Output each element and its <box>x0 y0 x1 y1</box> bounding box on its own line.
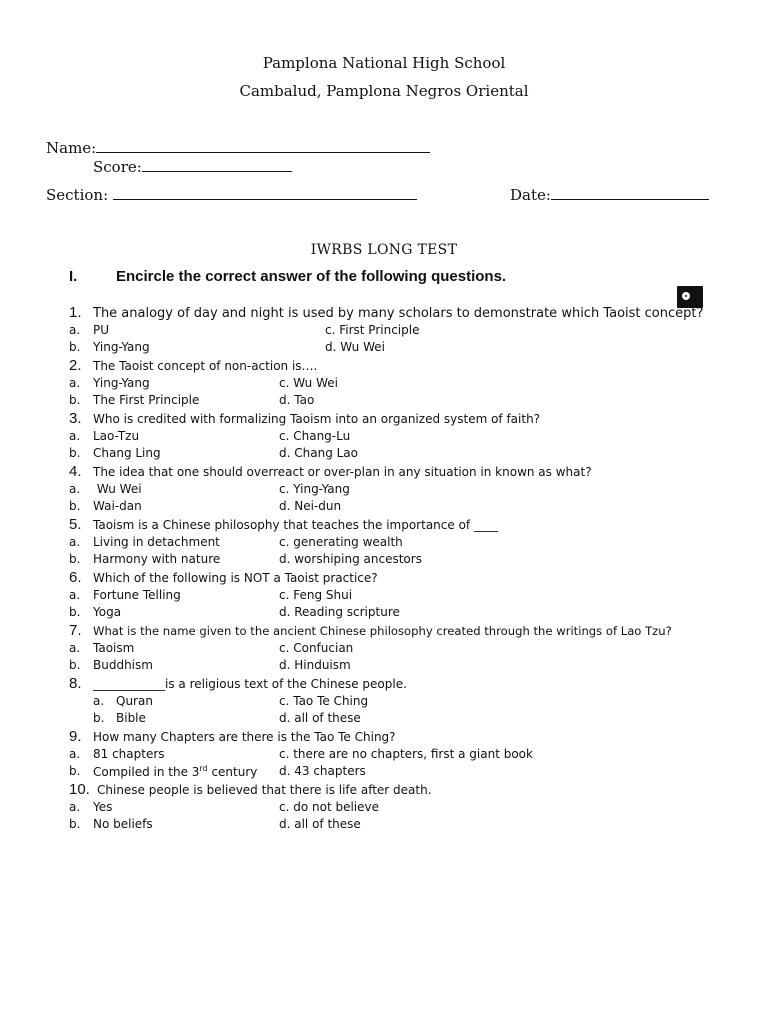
option-c[interactable]: c. Tao Te Ching <box>279 694 369 708</box>
question-text: How many Chapters are there is the Tao Te Ching? <box>93 730 396 744</box>
option-c[interactable]: c. do not believe <box>279 800 380 814</box>
option-d[interactable]: d. all of these <box>279 711 361 725</box>
option-a[interactable]: Wu Wei <box>93 482 142 496</box>
option-c[interactable]: c. Chang-Lu <box>279 429 351 443</box>
option-b[interactable]: Buddhism <box>93 658 153 672</box>
option-b[interactable]: Bible <box>116 711 146 725</box>
question-number: 1. <box>69 304 82 321</box>
option-d[interactable]: d. all of these <box>279 817 361 831</box>
name-label: Name: <box>46 139 97 157</box>
question-text: What is the name given to the ancient Chinese philosophy created through the writings of Lao Tzu? <box>93 624 672 638</box>
option-letter: b. <box>69 446 81 460</box>
section-numeral: I. <box>69 268 78 285</box>
option-d[interactable]: d. worshiping ancestors <box>279 552 422 566</box>
option-a[interactable]: Lao-Tzu <box>93 429 140 443</box>
option-d[interactable]: d. Nei-dun <box>279 499 342 513</box>
option-a[interactable]: 81 chapters <box>93 747 165 761</box>
date-field <box>510 185 709 204</box>
option-letter: b. <box>69 340 81 354</box>
option-d[interactable]: d. Tao <box>279 393 315 407</box>
option-letter: a. <box>69 429 81 443</box>
name-field <box>46 138 430 157</box>
question-number: 4. <box>69 463 82 480</box>
option-letter: b. <box>69 764 81 778</box>
date-label: Date: <box>510 186 551 204</box>
option-a[interactable]: Living in detachment <box>93 535 220 549</box>
option-c[interactable]: c. First Principle <box>325 323 420 337</box>
option-b[interactable]: Chang Ling <box>93 446 161 460</box>
question-text: The analogy of day and night is used by many scholars to demonstrate which Taoist concept? <box>93 306 704 321</box>
option-letter: a. <box>69 747 81 761</box>
section-field <box>46 185 417 204</box>
option-letter: a. <box>93 694 105 708</box>
option-a[interactable]: Yes <box>93 800 113 814</box>
option-c[interactable]: c. Wu Wei <box>279 376 338 390</box>
option-d[interactable]: d. Chang Lao <box>279 446 359 460</box>
option-a[interactable]: Quran <box>116 694 153 708</box>
question-text: The Taoist concept of non-action is…. <box>93 359 318 373</box>
option-b[interactable]: No beliefs <box>93 817 153 831</box>
school-address: Cambalud, Pamplona Negros Oriental <box>239 82 529 100</box>
name-line <box>96 138 430 153</box>
option-a[interactable]: PU <box>93 323 110 337</box>
question-number: 5. <box>69 516 82 533</box>
option-letter: b. <box>69 552 81 566</box>
lens-ring <box>682 292 690 300</box>
question-text: Who is credited with formalizing Taoism into an organized system of faith? <box>93 412 541 426</box>
score-line <box>142 157 292 172</box>
option-d[interactable]: d. 43 chapters <box>279 764 366 778</box>
option-b[interactable]: The First Principle <box>93 393 200 407</box>
option-d[interactable]: d. Hinduism <box>279 658 351 672</box>
question-text: The idea that one should overreact or over-plan in any situation in known as what? <box>93 465 592 479</box>
section-label: Section: <box>46 186 109 204</box>
option-letter: a. <box>69 323 81 337</box>
question-number: 9. <box>69 728 82 745</box>
question-text: Taoism is a Chinese philosophy that teaches the importance of ____ <box>93 518 498 532</box>
option-c[interactable]: c. Feng Shui <box>279 588 353 602</box>
option-letter: b. <box>69 658 81 672</box>
option-c[interactable]: c. Ying-Yang <box>279 482 350 496</box>
option-c[interactable]: c. Confucian <box>279 641 354 655</box>
question-text: Chinese people is believed that there is life after death. <box>97 783 432 797</box>
option-c[interactable]: c. there are no chapters, first a giant book <box>279 747 533 761</box>
option-d[interactable]: d. Wu Wei <box>325 340 385 354</box>
score-label: Score: <box>93 158 142 176</box>
option-letter: b. <box>69 499 81 513</box>
test-title: IWRBS LONG TEST <box>310 242 458 258</box>
section-line <box>113 185 417 200</box>
school-name: Pamplona National High School <box>262 54 506 72</box>
question-number: 7. <box>69 622 82 639</box>
option-letter: a. <box>69 535 81 549</box>
option-a[interactable]: Fortune Telling <box>93 588 181 602</box>
question-number: 6. <box>69 569 82 586</box>
option-c[interactable]: c. generating wealth <box>279 535 403 549</box>
option-letter: a. <box>69 482 81 496</box>
option-a[interactable]: Ying-Yang <box>93 376 150 390</box>
question-number: 10. <box>69 781 90 798</box>
option-b[interactable] <box>93 764 257 779</box>
option-b-text: Compiled in the 3 <box>93 765 200 779</box>
option-letter: a. <box>69 588 81 602</box>
option-letter: b. <box>69 393 81 407</box>
option-b[interactable]: Harmony with nature <box>93 552 221 566</box>
camera-lens-icon[interactable] <box>677 286 703 308</box>
option-letter: a. <box>69 800 81 814</box>
option-letter: b. <box>93 711 105 725</box>
option-a[interactable]: Taoism <box>93 641 135 655</box>
question-text: ____________is a religious text of the Chinese people. <box>93 677 407 691</box>
option-d[interactable]: d. Reading scripture <box>279 605 400 619</box>
date-line <box>551 185 709 200</box>
question-number: 3. <box>69 410 82 427</box>
option-b-suffix: century <box>207 765 258 779</box>
option-letter: a. <box>69 641 81 655</box>
instruction: Encircle the correct answer of the following questions. <box>116 268 507 285</box>
question-number: 2. <box>69 357 82 374</box>
option-letter: b. <box>69 605 81 619</box>
option-letter: a. <box>69 376 81 390</box>
question-text: Which of the following is NOT a Taoist practice? <box>93 571 378 585</box>
option-b[interactable]: Yoga <box>93 605 122 619</box>
ordinal-suffix: rd <box>199 764 208 773</box>
option-letter: b. <box>69 817 81 831</box>
option-b[interactable]: Wai-dan <box>93 499 142 513</box>
question-number: 8. <box>69 675 82 692</box>
score-field <box>93 157 292 176</box>
option-b[interactable]: Ying-Yang <box>93 340 150 354</box>
